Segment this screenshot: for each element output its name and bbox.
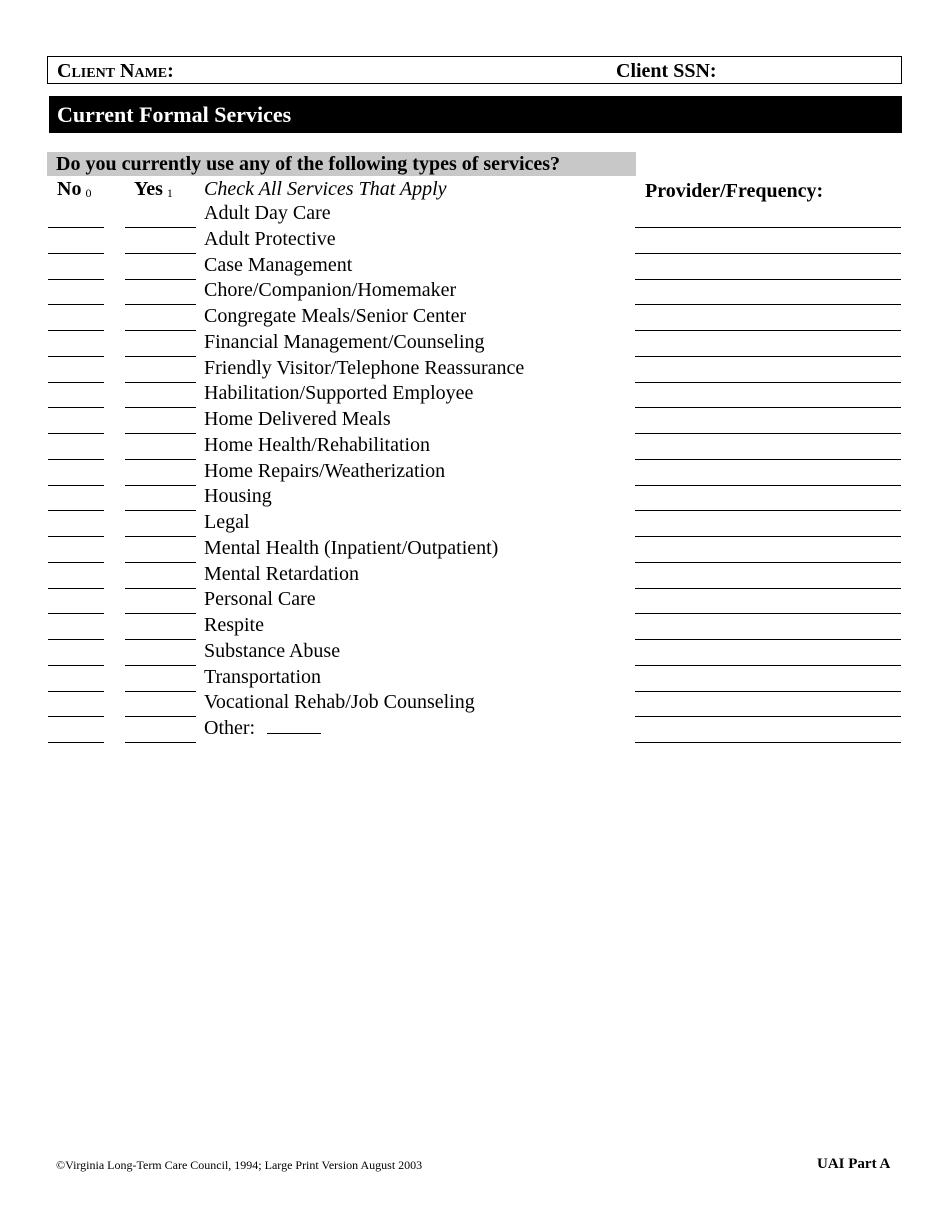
service-row bbox=[0, 382, 950, 408]
service-label bbox=[204, 408, 391, 430]
service-name: Adult Day Care bbox=[204, 202, 331, 224]
service-name: Vocational Rehab/Job Counseling bbox=[204, 691, 475, 714]
service-name: Habilitation/Supported Employee bbox=[204, 382, 474, 405]
service-row bbox=[0, 537, 950, 563]
service-label bbox=[204, 382, 473, 404]
service-row bbox=[0, 485, 950, 511]
service-name: Other: bbox=[204, 717, 256, 739]
service-label bbox=[204, 717, 321, 739]
service-label bbox=[204, 511, 250, 533]
service-row bbox=[0, 563, 950, 589]
service-label bbox=[204, 331, 485, 353]
service-row bbox=[0, 691, 950, 717]
service-row bbox=[0, 511, 950, 537]
service-row bbox=[0, 434, 950, 460]
service-label bbox=[204, 563, 359, 585]
service-label bbox=[204, 537, 498, 559]
check-instruction: Check All Services That Apply bbox=[204, 178, 447, 200]
client-header-box bbox=[47, 56, 902, 84]
other-specify-blank[interactable] bbox=[267, 717, 321, 734]
service-row bbox=[0, 460, 950, 486]
service-name: Legal bbox=[204, 511, 250, 533]
service-name: Home Repairs/Weatherization bbox=[204, 459, 446, 482]
yes-code: 1 bbox=[166, 186, 173, 200]
service-name: Case Management bbox=[204, 253, 353, 276]
question: Do you currently use any of the following types of services? bbox=[47, 152, 636, 176]
service-label bbox=[204, 666, 321, 688]
service-row bbox=[0, 588, 950, 614]
service-row bbox=[0, 331, 950, 357]
yes-header bbox=[134, 178, 173, 201]
provider-header: Provider/Frequency: bbox=[645, 180, 824, 202]
service-name: Adult Protective bbox=[204, 227, 336, 250]
service-name: Home Delivered Meals bbox=[204, 408, 391, 430]
no-code: 0 bbox=[85, 186, 92, 200]
section-title: Current Formal Services bbox=[49, 96, 902, 133]
service-label bbox=[204, 691, 475, 713]
service-label bbox=[204, 228, 336, 250]
yes-label: Yes bbox=[134, 178, 163, 200]
service-label bbox=[204, 434, 430, 456]
service-label bbox=[204, 254, 352, 276]
service-name: Chore/Companion/Homemaker bbox=[204, 279, 457, 302]
no-label: No bbox=[57, 178, 82, 200]
service-label bbox=[204, 460, 445, 482]
service-label bbox=[204, 357, 524, 379]
service-row bbox=[0, 202, 950, 228]
service-row bbox=[0, 666, 950, 692]
service-name: Housing bbox=[204, 485, 272, 508]
yes-answer-blank[interactable] bbox=[125, 742, 196, 743]
no-answer-blank[interactable] bbox=[48, 742, 104, 743]
service-name: Respite bbox=[204, 614, 264, 636]
service-row bbox=[0, 305, 950, 331]
service-name: Substance Abuse bbox=[204, 639, 341, 662]
service-name: Personal Care bbox=[204, 588, 316, 611]
service-row bbox=[0, 717, 950, 743]
service-row bbox=[0, 357, 950, 383]
service-name: Home Health/Rehabilitation bbox=[204, 433, 431, 456]
copyright: ©Virginia Long-Term Care Council, 1994; Large Print Version August 2003 bbox=[56, 1158, 423, 1172]
no-header bbox=[57, 178, 91, 201]
service-name: Transportation bbox=[204, 665, 322, 688]
provider-frequency-blank[interactable] bbox=[635, 742, 901, 743]
service-name: Congregate Meals/Senior Center bbox=[204, 305, 467, 327]
form-part: UAI Part A bbox=[817, 1156, 891, 1172]
client-ssn-label: Client SSN: bbox=[616, 60, 717, 82]
service-row bbox=[0, 614, 950, 640]
service-label bbox=[204, 305, 466, 327]
service-name: Financial Management/Counseling bbox=[204, 330, 485, 353]
service-row bbox=[0, 408, 950, 434]
service-row bbox=[0, 254, 950, 280]
service-label bbox=[204, 614, 264, 636]
service-label bbox=[204, 640, 340, 662]
client-name-label: Client Name: bbox=[57, 60, 174, 82]
service-label bbox=[204, 588, 316, 610]
service-name: Friendly Visitor/Telephone Reassurance bbox=[204, 356, 525, 379]
service-label bbox=[204, 202, 331, 224]
service-label bbox=[204, 279, 456, 301]
service-row bbox=[0, 279, 950, 305]
service-row bbox=[0, 228, 950, 254]
service-label bbox=[204, 485, 272, 507]
service-name: Mental Retardation bbox=[204, 562, 359, 585]
service-name: Mental Health (Inpatient/Outpatient) bbox=[204, 536, 499, 559]
service-row bbox=[0, 640, 950, 666]
